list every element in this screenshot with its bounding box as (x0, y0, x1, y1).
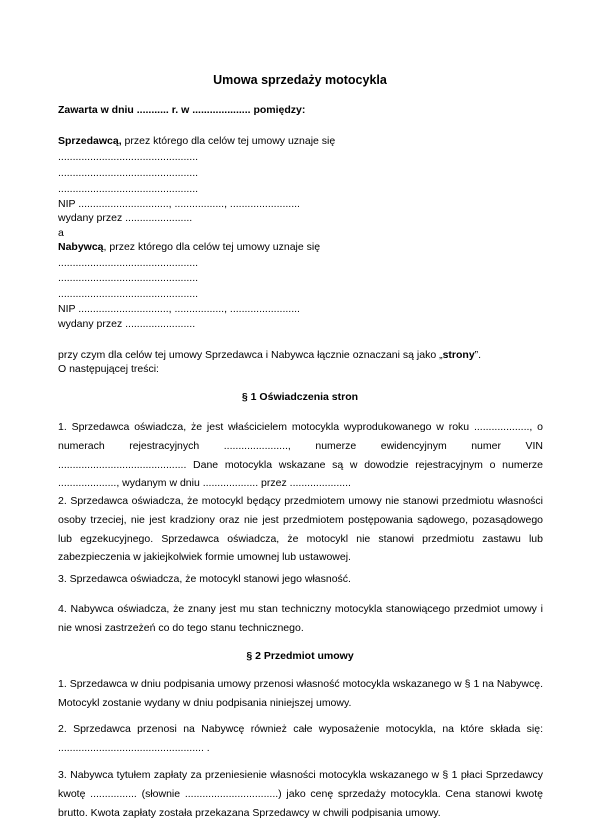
document-title: Umowa sprzedaży motocykla (213, 73, 387, 87)
section-1-paragraph-4: 4. Nabywca oświadcza, że znany jest mu stan techniczny motocykla stanowiącego przedmiot umowy i nie wnosi zastrzeżeń co do tego stanu technicznego. (58, 603, 543, 634)
section-2-heading: § 2 Przedmiot umowy (246, 650, 354, 662)
seller-label: Sprzedawcą, (58, 135, 122, 147)
buyer-line-3: ................................................ (58, 288, 199, 300)
buyer-nip: NIP ..............................., ................., ........................ (58, 303, 300, 315)
section-1-paragraph-3: 3. Sprzedawca oświadcza, że motocykl stanowi jego własność. (58, 573, 351, 585)
seller-line-2: ................................................ (58, 167, 199, 179)
parties-pre: przy czym dla celów tej umowy Sprzedawca i Nabywca łącznie oznaczani są jako „ (58, 349, 443, 361)
section-2-paragraph-1: 1. Sprzedawca w dniu podpisania umowy przenosi własność motocykla wskazanego w § 1 na Nabywcę. Motocykl zostanie wydany w dniu podpisania niniejszej umowy. (58, 678, 543, 709)
conjunction: a (58, 227, 64, 239)
section-2-paragraph-3: 3. Nabywca tytułem zapłaty za przeniesienie własności motocykla wskazanego w § 1 płaci Sprzedawcy kwotę ................ (słownie ................................) jako cenę sprzedaży motocykla. Cena stanowi kwotę brutto. Kwota zapłaty została przekazana Sprzedawcy w chwili podpisania umowy. (58, 769, 543, 819)
content-line: O następującej treści: (58, 363, 159, 375)
parties-definition (58, 348, 481, 362)
buyer-issued-by: wydany przez ........................ (58, 318, 196, 330)
seller-line-1: ................................................ (58, 151, 199, 163)
seller-heading (58, 134, 335, 148)
buyer-line-2: ................................................ (58, 272, 199, 284)
section-1-heading: § 1 Oświadczenia stron (241, 391, 359, 403)
buyer-label: Nabywcą (58, 241, 104, 253)
parties-post: ”. (474, 349, 482, 361)
seller-clause: przez którego dla celów tej umowy uznaje się (121, 135, 336, 147)
section-1-paragraph-2: 2. Sprzedawca oświadcza, że motocykl będący przedmiotem umowy nie stanowi przedmiotu własności osoby trzeciej, nie jest kradziony oraz nie jest przedmiotem postępowania sądowego, pozasądowego lub egzekucyjnego. Sprzedawca oświadcza, że motocykl nie stanowi przedmiotu zastawu lub zabezpieczenia w jakiejkolwiek formie umownej lub ustawowej. (58, 495, 543, 564)
buyer-line-1: ................................................ (58, 257, 199, 269)
seller-nip: NIP ..............................., ................., ........................ (58, 198, 300, 210)
contract-intro: Zawarta w dniu ........... r. w .................... pomiędzy: (58, 104, 306, 116)
seller-line-3: ................................................ (58, 183, 199, 195)
buyer-clause: , przez którego dla celów tej umowy uznaje się (103, 241, 321, 253)
parties-strong: strony (442, 349, 475, 361)
buyer-heading (58, 240, 320, 254)
section-1-paragraph-1: 1. Sprzedawca oświadcza, że jest właścicielem motocykla wyprodukowanego w roku ..................., o numerach rejestracyjnych ......................, numerze ewidencyjnym numer VIN ............................................ Dane motocykla wskazane są w dowodzie rejestracyjnym o numerze ...................., wydanym w dniu ................... przez ..................... (58, 421, 543, 490)
seller-issued-by: wydany przez ....................... (58, 212, 193, 224)
section-2-paragraph-2: 2. Sprzedawca przenosi na Nabywcę również całe wyposażenie motocykla, na które składa się: .................................................. . (58, 723, 543, 754)
